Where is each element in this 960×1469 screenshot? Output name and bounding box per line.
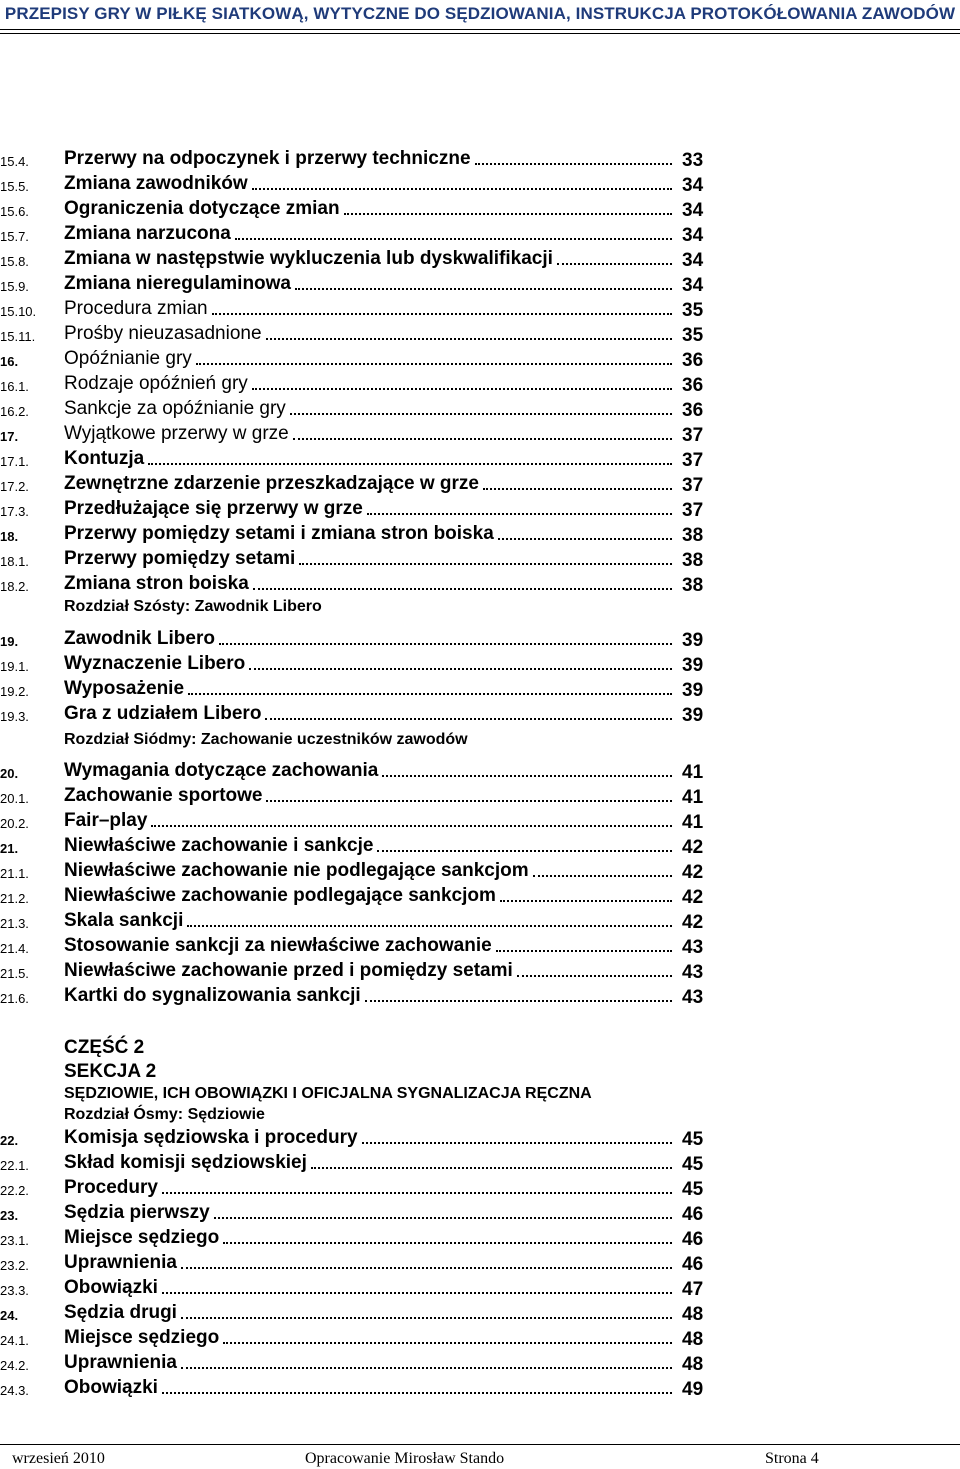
- toc-entry-title: Gra z udziałem Libero: [64, 703, 262, 724]
- toc-row[interactable]: [0, 703, 960, 728]
- toc-leader-dots: [196, 363, 672, 365]
- section-label: SEKCJA 2: [64, 1061, 157, 1082]
- toc-entry-number: 21.4.: [0, 941, 29, 956]
- toc-row[interactable]: [0, 448, 960, 473]
- toc-entry-page: 41: [682, 812, 704, 833]
- toc-entry-page: 35: [682, 325, 704, 346]
- chapter8-heading: Rozdział Ósmy: Sędziowie: [64, 1106, 265, 1123]
- toc-entry-number: 15.11.: [0, 329, 36, 344]
- toc-entry-number: 18.2.: [0, 579, 29, 594]
- toc-entry-title: Zmiana stron boiska: [64, 573, 249, 594]
- toc-leader-dots: [362, 1142, 672, 1144]
- toc-entry-number: 21.5.: [0, 966, 29, 981]
- toc-entry-number: 22.2.: [0, 1183, 29, 1198]
- toc-leader-dots: [188, 693, 672, 695]
- toc-entry-title: Przerwy na odpoczynek i przerwy techniczne: [64, 148, 471, 169]
- toc-row[interactable]: [0, 1177, 960, 1202]
- toc-entry-number: 23.: [0, 1208, 19, 1223]
- toc-row[interactable]: [0, 1127, 960, 1152]
- toc-row[interactable]: [0, 885, 960, 910]
- toc-entry-page: 37: [682, 500, 704, 521]
- toc-row[interactable]: [0, 1277, 960, 1302]
- toc-entry-page: 34: [682, 250, 704, 271]
- toc-leader-dots: [266, 800, 672, 802]
- toc-entry-title: Niewłaściwe zachowanie podlegające sankcjom: [64, 885, 496, 906]
- toc-entry-title: Zmiana w następstwie wykluczenia lub dyskwalifikacji: [64, 248, 553, 269]
- toc-entry-page: 39: [682, 655, 704, 676]
- toc-leader-dots: [295, 288, 672, 290]
- toc-leader-dots: [148, 463, 672, 465]
- toc-row[interactable]: [0, 1302, 960, 1327]
- toc-entry-title: Niewłaściwe zachowanie nie podlegające sankcjom: [64, 860, 529, 881]
- toc-entry-page: 39: [682, 680, 704, 701]
- toc-entry-page: 42: [682, 912, 704, 933]
- footer-page-number: Strona 4: [765, 1450, 819, 1467]
- toc-leader-dots: [162, 1292, 672, 1294]
- toc-entry-title: Zachowanie sportowe: [64, 785, 263, 806]
- toc-leader-dots: [249, 668, 672, 670]
- toc-entry-page: 42: [682, 887, 704, 908]
- toc-entry-page: 42: [682, 862, 704, 883]
- chapter7-heading: Rozdział Siódmy: Zachowanie uczestników zawodów: [64, 731, 468, 748]
- toc-entry-number: 20.: [0, 766, 19, 781]
- toc-entry-number: 22.1.: [0, 1158, 29, 1173]
- toc-entry-title: Stosowanie sankcji za niewłaściwe zachowanie: [64, 935, 492, 956]
- toc-leader-dots: [266, 338, 672, 340]
- toc-entry-title: Zmiana zawodników: [64, 173, 248, 194]
- toc-entry-number: 15.8.: [0, 254, 29, 269]
- toc-leader-dots: [299, 563, 672, 565]
- toc-leader-dots: [235, 238, 672, 240]
- toc-entry-number: 21.: [0, 841, 19, 856]
- document-header: PRZEPISY GRY W PIŁKĘ SIATKOWĄ, WYTYCZNE DO SĘDZIOWANIA, INSTRUKCJA PROTOKÓŁOWANIA ZAWODÓW: [4, 4, 956, 23]
- toc-leader-dots: [475, 163, 672, 165]
- toc-entry-title: Sędzia pierwszy: [64, 1202, 210, 1223]
- toc-entry-number: 16.1.: [0, 379, 29, 394]
- toc-entry-title: Wymagania dotyczące zachowania: [64, 760, 379, 781]
- header-rule-thin: [0, 33, 960, 34]
- toc-entry-page: 47: [682, 1279, 704, 1300]
- toc-leader-dots: [253, 588, 672, 590]
- toc-entry-page: 36: [682, 400, 704, 421]
- toc-entry-number: 18.1.: [0, 554, 29, 569]
- toc-entry-number: 15.7.: [0, 229, 29, 244]
- footer-rule: [0, 1444, 960, 1445]
- toc-leader-dots: [181, 1367, 672, 1369]
- toc-entry-title: Zewnętrzne zdarzenie przeszkadzające w grze: [64, 473, 479, 494]
- toc-leader-dots: [483, 488, 672, 490]
- toc-entry-page: 38: [682, 550, 704, 571]
- toc-entry-page: 42: [682, 837, 704, 858]
- toc-entry-title: Niewłaściwe zachowanie i sankcje: [64, 835, 374, 856]
- header-rule: [0, 29, 960, 30]
- toc-entry-title: Fair–play: [64, 810, 148, 831]
- toc-row[interactable]: [0, 760, 960, 785]
- toc-entry-title: Uprawnienia: [64, 1352, 177, 1373]
- toc-entry-title: Wyjątkowe przerwy w grze: [64, 423, 289, 444]
- toc-entry-title: Obowiązki: [64, 1377, 158, 1398]
- toc-entry-page: 41: [682, 787, 704, 808]
- toc-leader-dots: [151, 825, 672, 827]
- toc-entry-page: 38: [682, 575, 704, 596]
- toc-leader-dots: [382, 775, 672, 777]
- footer-author: Opracowanie Mirosław Stando: [305, 1450, 505, 1467]
- toc-leader-dots: [557, 263, 672, 265]
- toc-row[interactable]: [0, 1152, 960, 1177]
- toc-row[interactable]: [0, 785, 960, 810]
- toc-leader-dots: [365, 1000, 672, 1002]
- toc-entry-title: Uprawnienia: [64, 1252, 177, 1273]
- toc-row[interactable]: [0, 960, 960, 985]
- toc-entry-number: 24.3.: [0, 1383, 29, 1398]
- toc-entry-page: 46: [682, 1204, 704, 1225]
- toc-entry-number: 24.1.: [0, 1333, 29, 1348]
- toc-row[interactable]: [0, 323, 960, 348]
- toc-entry-title: Sankcje za opóźnianie gry: [64, 398, 286, 419]
- toc-entry-number: 20.2.: [0, 816, 29, 831]
- toc-row[interactable]: [0, 985, 960, 1010]
- toc-entry-title: Kontuzja: [64, 448, 145, 469]
- toc-entry-title: Miejsce sędziego: [64, 1227, 220, 1248]
- toc-row[interactable]: [0, 398, 960, 423]
- toc-entry-title: Niewłaściwe zachowanie przed i pomiędzy setami: [64, 960, 513, 981]
- toc-row[interactable]: [0, 373, 960, 398]
- toc-row[interactable]: [0, 910, 960, 935]
- toc-leader-dots: [223, 1342, 672, 1344]
- toc-entry-page: 48: [682, 1304, 704, 1325]
- toc-row[interactable]: [0, 248, 960, 273]
- toc-entry-page: 37: [682, 475, 704, 496]
- toc-entry-page: 43: [682, 962, 704, 983]
- toc-entry-number: 16.2.: [0, 404, 29, 419]
- toc-entry-number: 19.1.: [0, 659, 29, 674]
- toc-entry-number: 22.: [0, 1133, 19, 1148]
- toc-entry-page: 45: [682, 1179, 704, 1200]
- toc-row[interactable]: [0, 1227, 960, 1252]
- toc-entry-number: 17.3.: [0, 504, 29, 519]
- toc-entry-page: 49: [682, 1379, 704, 1400]
- toc-row[interactable]: [0, 523, 960, 548]
- toc-entry-number: 21.3.: [0, 916, 29, 931]
- toc-entry-number: 18.: [0, 529, 19, 544]
- toc-entry-title: Procedury: [64, 1177, 158, 1198]
- toc-row[interactable]: [0, 860, 960, 885]
- toc-entry-page: 36: [682, 375, 704, 396]
- toc-row[interactable]: [0, 1352, 960, 1377]
- toc-entry-page: 43: [682, 937, 704, 958]
- toc-entry-page: 46: [682, 1229, 704, 1250]
- toc-entry-number: 19.: [0, 634, 19, 649]
- toc-leader-dots: [223, 1242, 672, 1244]
- toc-leader-dots: [181, 1317, 672, 1319]
- toc-entry-page: 45: [682, 1129, 704, 1150]
- toc-leader-dots: [533, 875, 672, 877]
- toc-leader-dots: [162, 1192, 672, 1194]
- toc-entry-page: 34: [682, 175, 704, 196]
- toc-entry-title: Rodzaje opóźnień gry: [64, 373, 248, 394]
- toc-entry-page: 34: [682, 275, 704, 296]
- toc-row[interactable]: [0, 198, 960, 223]
- toc-row[interactable]: [0, 473, 960, 498]
- toc-entry-number: 20.1.: [0, 791, 29, 806]
- toc-entry-title: Kartki do sygnalizowania sankcji: [64, 985, 361, 1006]
- toc-leader-dots: [344, 213, 672, 215]
- toc-leader-dots: [252, 188, 672, 190]
- toc-leader-dots: [293, 438, 672, 440]
- toc-entry-page: 38: [682, 525, 704, 546]
- toc-entry-number: 21.6.: [0, 991, 29, 1006]
- toc-entry-title: Komisja sędziowska i procedury: [64, 1127, 358, 1148]
- toc-entry-title: Ograniczenia dotyczące zmian: [64, 198, 340, 219]
- toc-row[interactable]: [0, 835, 960, 860]
- part-label: CZĘŚĆ 2: [64, 1037, 145, 1058]
- toc-entry-number: 19.3.: [0, 709, 29, 724]
- toc-entry-number: 17.2.: [0, 479, 29, 494]
- toc-entry-page: 39: [682, 705, 704, 726]
- toc-entry-number: 17.: [0, 429, 19, 444]
- toc-row[interactable]: [0, 273, 960, 298]
- toc-entry-number: 21.2.: [0, 891, 29, 906]
- toc-entry-title: Zawodnik Libero: [64, 628, 215, 649]
- toc-row[interactable]: [0, 935, 960, 960]
- toc-entry-page: 39: [682, 630, 704, 651]
- toc-entry-number: 15.9.: [0, 279, 29, 294]
- toc-entry-number: 23.2.: [0, 1258, 29, 1273]
- toc-row[interactable]: [0, 348, 960, 373]
- toc-entry-page: 48: [682, 1354, 704, 1375]
- toc-row[interactable]: [0, 173, 960, 198]
- toc-entry-number: 24.: [0, 1308, 19, 1323]
- toc-row[interactable]: [0, 423, 960, 448]
- toc-entry-title: Wyposażenie: [64, 678, 185, 699]
- toc-leader-dots: [265, 718, 672, 720]
- toc-entry-title: Sędzia drugi: [64, 1302, 177, 1323]
- toc-entry-page: 41: [682, 762, 704, 783]
- toc-entry-number: 15.4.: [0, 154, 29, 169]
- toc-entry-page: 37: [682, 425, 704, 446]
- toc-entry-title: Przerwy pomiędzy setami: [64, 548, 296, 569]
- toc-leader-dots: [219, 643, 672, 645]
- toc-row[interactable]: [0, 653, 960, 678]
- toc-entry-title: Wyznaczenie Libero: [64, 653, 246, 674]
- toc-entry-number: 19.2.: [0, 684, 29, 699]
- toc-entry-page: 48: [682, 1329, 704, 1350]
- toc-entry-title: Zmiana nieregulaminowa: [64, 273, 291, 294]
- section-title: SĘDZIOWIE, ICH OBOWIĄZKI I OFICJALNA SYGNALIZACJA RĘCZNA: [64, 1085, 592, 1102]
- toc-leader-dots: [214, 1217, 672, 1219]
- toc-leader-dots: [187, 925, 672, 927]
- toc-row[interactable]: [0, 223, 960, 248]
- toc-row[interactable]: [0, 810, 960, 835]
- toc-entry-number: 24.2.: [0, 1358, 29, 1373]
- toc-entry-title: Opóźnianie gry: [64, 348, 192, 369]
- toc-row[interactable]: [0, 628, 960, 653]
- toc-entry-page: 36: [682, 350, 704, 371]
- toc-row[interactable]: [0, 548, 960, 573]
- toc-leader-dots: [252, 388, 672, 390]
- toc-entry-number: 16.: [0, 354, 19, 369]
- toc-entry-number: 15.5.: [0, 179, 29, 194]
- toc-entry-page: 46: [682, 1254, 704, 1275]
- toc-entry-number: 15.10.: [0, 304, 37, 319]
- toc-leader-dots: [377, 850, 672, 852]
- toc-entry-number: 23.3.: [0, 1283, 29, 1298]
- toc-entry-title: Zmiana narzucona: [64, 223, 231, 244]
- toc-row[interactable]: [0, 1202, 960, 1227]
- toc-row[interactable]: [0, 498, 960, 523]
- toc-leader-dots: [500, 900, 672, 902]
- toc-row[interactable]: [0, 573, 960, 598]
- toc-leader-dots: [212, 313, 672, 315]
- toc-leader-dots: [367, 513, 672, 515]
- toc-entry-number: 15.6.: [0, 204, 29, 219]
- toc-row[interactable]: [0, 1377, 960, 1402]
- toc-row[interactable]: [0, 1252, 960, 1277]
- toc-entry-title: Przedłużające się przerwy w grze: [64, 498, 363, 519]
- toc-leader-dots: [290, 413, 672, 415]
- toc-leader-dots: [517, 975, 672, 977]
- toc-entry-page: 35: [682, 300, 704, 321]
- toc-entry-title: Skala sankcji: [64, 910, 184, 931]
- toc-row[interactable]: [0, 678, 960, 703]
- toc-entry-title: Przerwy pomiędzy setami i zmiana stron boiska: [64, 523, 494, 544]
- toc-entry-number: 21.1.: [0, 866, 29, 881]
- chapter6-heading: Rozdział Szósty: Zawodnik Libero: [64, 598, 322, 615]
- toc-row[interactable]: [0, 298, 960, 323]
- toc-entry-number: 23.1.: [0, 1233, 29, 1248]
- toc-leader-dots: [498, 538, 672, 540]
- toc-row[interactable]: [0, 148, 960, 173]
- toc-entry-page: 45: [682, 1154, 704, 1175]
- toc-leader-dots: [162, 1392, 672, 1394]
- toc-entry-page: 33: [682, 150, 704, 171]
- toc-leader-dots: [181, 1267, 672, 1269]
- toc-entry-title: Procedura zmian: [64, 298, 208, 319]
- toc-leader-dots: [311, 1167, 672, 1169]
- toc-entry-page: 34: [682, 200, 704, 221]
- footer-date: wrzesień 2010: [12, 1450, 105, 1467]
- toc-row[interactable]: [0, 1327, 960, 1352]
- toc-entry-number: 17.1.: [0, 454, 29, 469]
- toc-entry-title: Prośby nieuzasadnione: [64, 323, 262, 344]
- toc-entry-page: 43: [682, 987, 704, 1008]
- toc-entry-page: 34: [682, 225, 704, 246]
- toc-entry-page: 37: [682, 450, 704, 471]
- toc-entry-title: Miejsce sędziego: [64, 1327, 220, 1348]
- toc-entry-title: Obowiązki: [64, 1277, 158, 1298]
- toc-leader-dots: [496, 950, 672, 952]
- toc-entry-title: Skład komisji sędziowskiej: [64, 1152, 307, 1173]
